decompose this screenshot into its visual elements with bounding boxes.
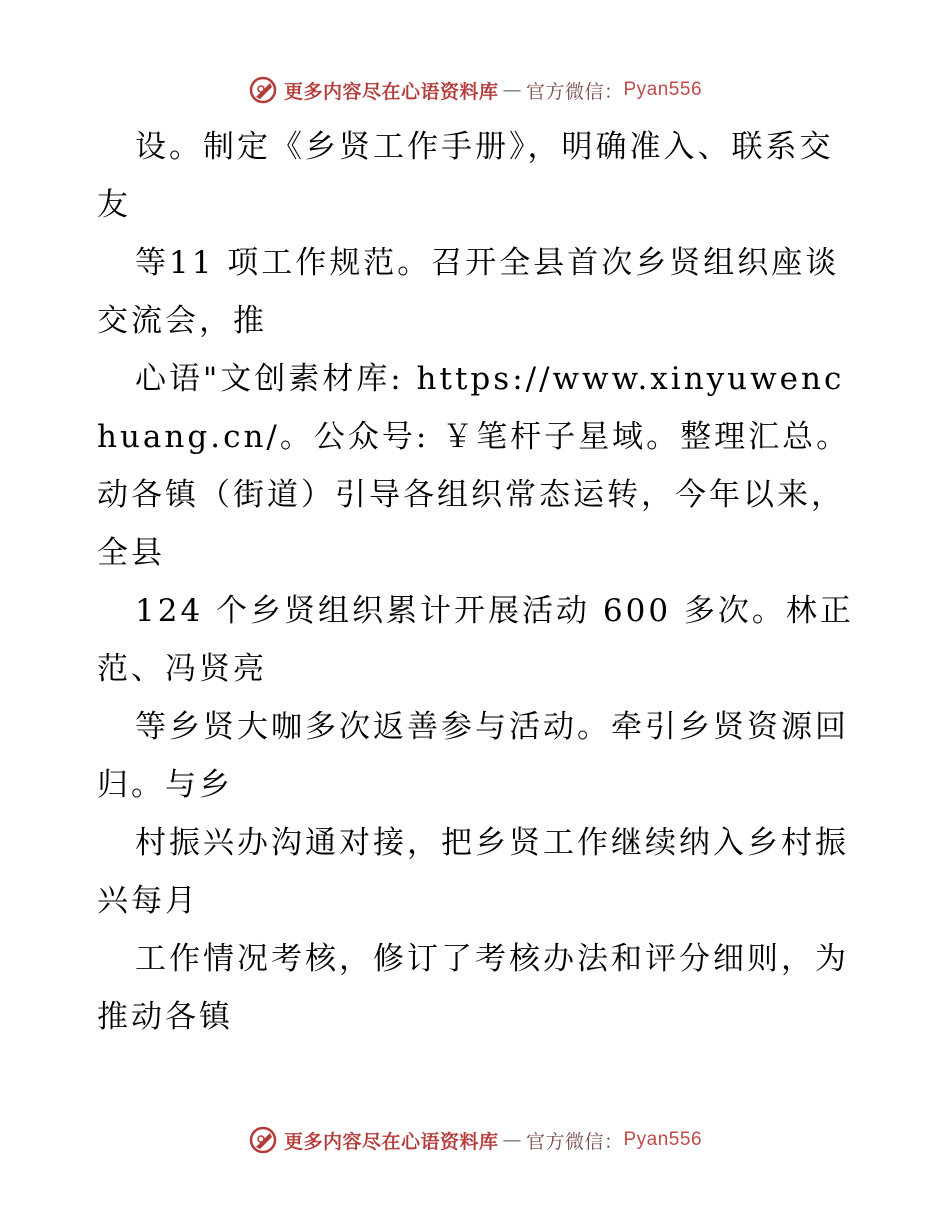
watermark-wechat-label: 官方微信： xyxy=(525,1130,624,1153)
paragraph: 设。制定《乡贤工作手册》，明确准入、联系交友 xyxy=(97,129,834,223)
paragraph: 村振兴办沟通对接，把乡贤工作继续纳入乡村振兴每月 xyxy=(97,825,849,919)
quill-logo-icon xyxy=(248,75,278,105)
document-body xyxy=(97,118,857,1046)
paragraph: 等乡贤大咖多次返善参与活动。牵引乡贤资源回归。与乡 xyxy=(97,709,849,803)
paragraph: 工作情况考核，修订了考核办法和评分细则，为推动各镇 xyxy=(97,941,849,1035)
watermark-separator: — xyxy=(502,79,522,101)
watermark-wechat-id: Pyan556 xyxy=(623,79,703,100)
watermark-brand: 更多内容尽在心语资料库 xyxy=(283,1130,499,1153)
paragraph: 等11 项工作规范。召开全县首次乡贤组织座谈交流会，推 xyxy=(97,245,840,339)
watermark-brand: 更多内容尽在心语资料库 xyxy=(283,80,499,103)
quill-logo-icon xyxy=(248,1125,278,1155)
watermark-wechat-label: 官方微信： xyxy=(525,80,624,103)
watermark-wechat-id: Pyan556 xyxy=(623,1129,703,1150)
paragraph: 124 个乡贤组织累计开展活动 600 多次。林正范、冯贤亮 xyxy=(97,593,854,687)
watermark-footer xyxy=(0,1122,950,1158)
watermark-separator: — xyxy=(502,1129,522,1151)
watermark-header xyxy=(0,72,950,108)
paragraph: 心语"文创素材库: https://www.xinyuwenchuang.cn/。公众号: ￥笔杆子星域。整理汇总。动各镇（街道）引导各组织常态运转，今年以来，全县 xyxy=(97,361,851,571)
